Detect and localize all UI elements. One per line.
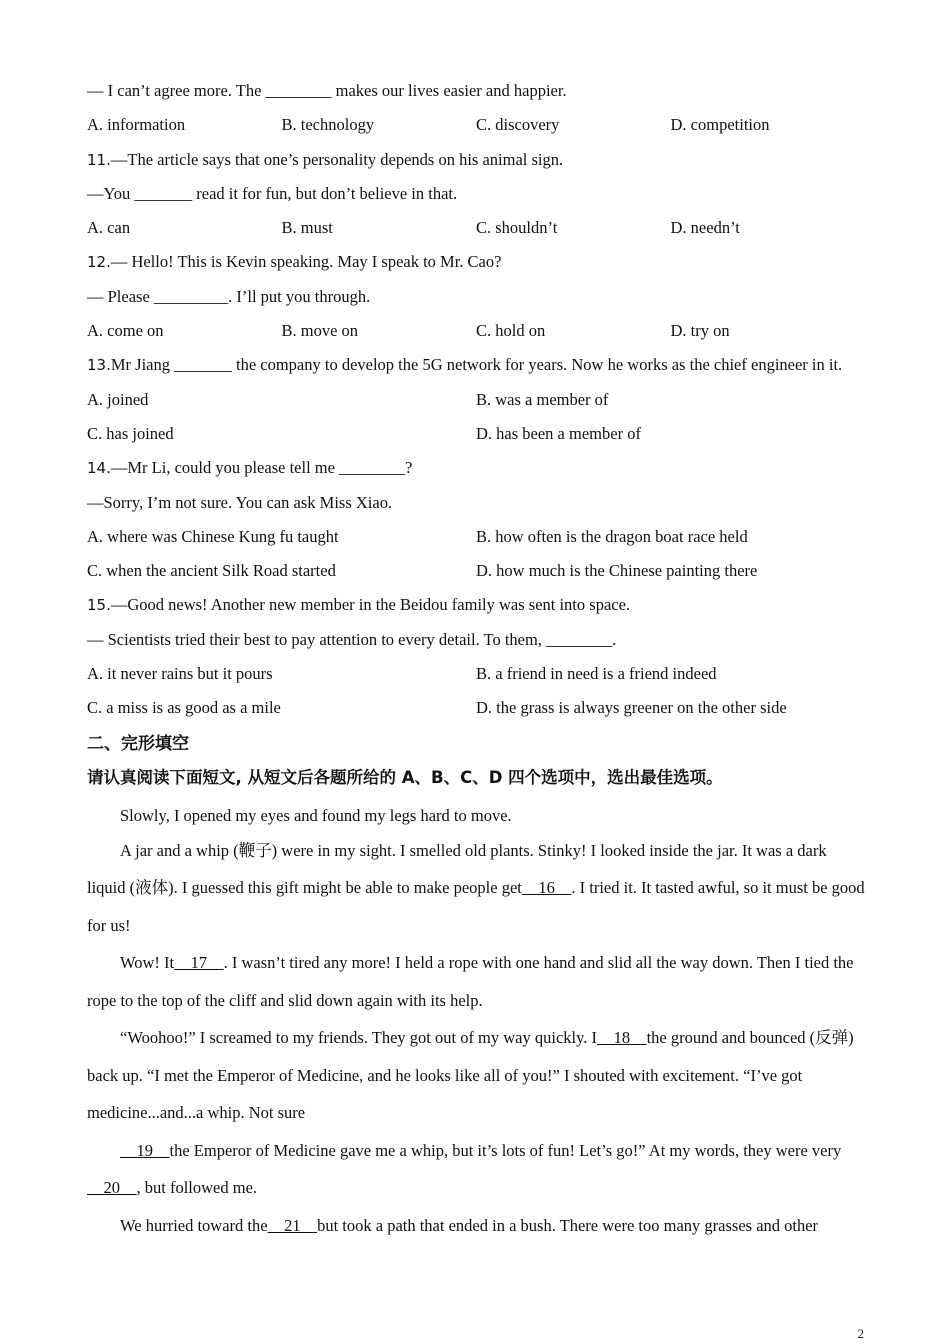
passage-paragraph: Slowly, I opened my eyes and found my legs hard to move. (120, 805, 512, 825)
option-b: B. must (281, 218, 333, 238)
section-instruction: 请认真阅读下面短文, 从短文后各题所给的 A、B、C、D 四个选项中，选出最佳选项。 (87, 767, 723, 787)
option-a: A. joined (87, 389, 149, 409)
q11-question: 11.—The article says that one’s personality depends on his animal sign. (87, 149, 564, 169)
passage-paragraph: 19 the Emperor of Medicine gave me a whip, but it’s lots of fun! Let’s go!” At my words, they were very 20 , but followed me. (87, 1140, 842, 1198)
option-d: D. the grass is always greener on the other side (476, 698, 787, 718)
q15-options-row1 (87, 661, 867, 695)
question-number: 13. (87, 356, 111, 375)
passage-paragraph: A jar and a whip (鞭子) were in my sight. I smelled old plants. Stinky! I looked inside the jar. It was a dark liquid (液体). I guessed this gift might be able to make people get 16 . I tried it. It tasted awful, so it must be good for us! (87, 840, 865, 935)
option-c: C. has joined (87, 423, 174, 443)
option-c: C. hold on (476, 321, 546, 341)
q15-answer: — Scientists tried their best to pay attention to every detail. To them, ________. (87, 629, 617, 649)
blank-21: 21 (267, 1215, 318, 1235)
option-a: A. where was Chinese Kung fu taught (87, 526, 339, 546)
question-number: 15. (87, 596, 111, 615)
q13-question: 13.Mr Jiang _______ the company to develop the 5G network for years. Now he works as the chief engineer in it. (87, 355, 843, 375)
q14-answer: —Sorry, I’m not sure. You can ask Miss Xiao. (87, 492, 393, 512)
option-c: C. discovery (476, 115, 560, 135)
passage-paragraph: We hurried toward the 21 but took a path that ended in a bush. There were too many grasses and other (120, 1215, 819, 1235)
blank-16: 16 (521, 878, 572, 898)
option-b: B. move on (281, 321, 359, 341)
option-b: B. was a member of (476, 389, 609, 409)
option-a: A. can (87, 218, 131, 238)
option-d: D. how much is the Chinese painting there (476, 561, 758, 581)
q14-options-row1 (87, 524, 867, 558)
q14-question: 14.—Mr Li, could you please tell me ________? (87, 458, 413, 478)
question-number: 14. (87, 459, 111, 478)
blank-19: 19 (120, 1140, 170, 1160)
option-b: B. how often is the dragon boat race held (476, 526, 748, 546)
option-b: B. a friend in need is a friend indeed (476, 664, 717, 684)
q10-answer-line: — I can’t agree more. The ________ makes our lives easier and happier. (87, 81, 567, 100)
q13-options-row1 (87, 387, 867, 421)
option-c: C. a miss is as good as a mile (87, 698, 281, 718)
option-a: A. information (87, 115, 186, 135)
q11-options (87, 215, 867, 249)
question-number: 12. (87, 253, 111, 272)
q12-question: 12.— Hello! This is Kevin speaking. May I speak to Mr. Cao? (87, 252, 502, 272)
question-number: 11. (87, 150, 111, 169)
option-c: C. shouldn’t (476, 218, 558, 238)
document-page (87, 78, 867, 1244)
option-d: D. needn’t (670, 218, 740, 238)
option-d: D. has been a member of (476, 423, 641, 443)
q12-answer: — Please _________. I’ll put you through. (87, 286, 371, 306)
option-a: A. come on (87, 321, 164, 341)
option-c: C. when the ancient Silk Road started (87, 561, 336, 581)
section-title: 二、完形填空 (87, 733, 189, 754)
blank-17: 17 (174, 953, 224, 973)
blank-20: 20 (87, 1178, 137, 1198)
q14-options-row2 (87, 558, 867, 592)
q15-question: 15.—Good news! Another new member in the Beidou family was sent into space. (87, 595, 631, 615)
q11-answer: —You _______ read it for fun, but don’t believe in that. (87, 183, 458, 203)
q10-options (87, 112, 867, 146)
option-d: D. try on (670, 321, 730, 341)
q12-options (87, 318, 867, 352)
option-a: A. it never rains but it pours (87, 664, 273, 684)
passage-paragraph: “Woohoo!” I screamed to my friends. They got out of my way quickly. I 18 the ground and bounced (反弹) back up. “I met the Emperor of Medicine, and he looks like all of you!” I shouted with excitement. “I’ve got medicine...and...a whip. Not sure (87, 1028, 854, 1123)
option-d: D. competition (670, 115, 770, 135)
passage-paragraph: Wow! It 17 . I wasn’t tired any more! I held a rope with one hand and slid all the way down. Then I tied the rope to the top of the cliff and slid down again with its help. (87, 953, 854, 1010)
blank-18: 18 (597, 1028, 647, 1048)
page-number: 2 (857, 1326, 864, 1341)
q13-options-row2 (87, 421, 867, 455)
q15-options-row2 (87, 695, 867, 729)
option-b: B. technology (281, 115, 375, 135)
